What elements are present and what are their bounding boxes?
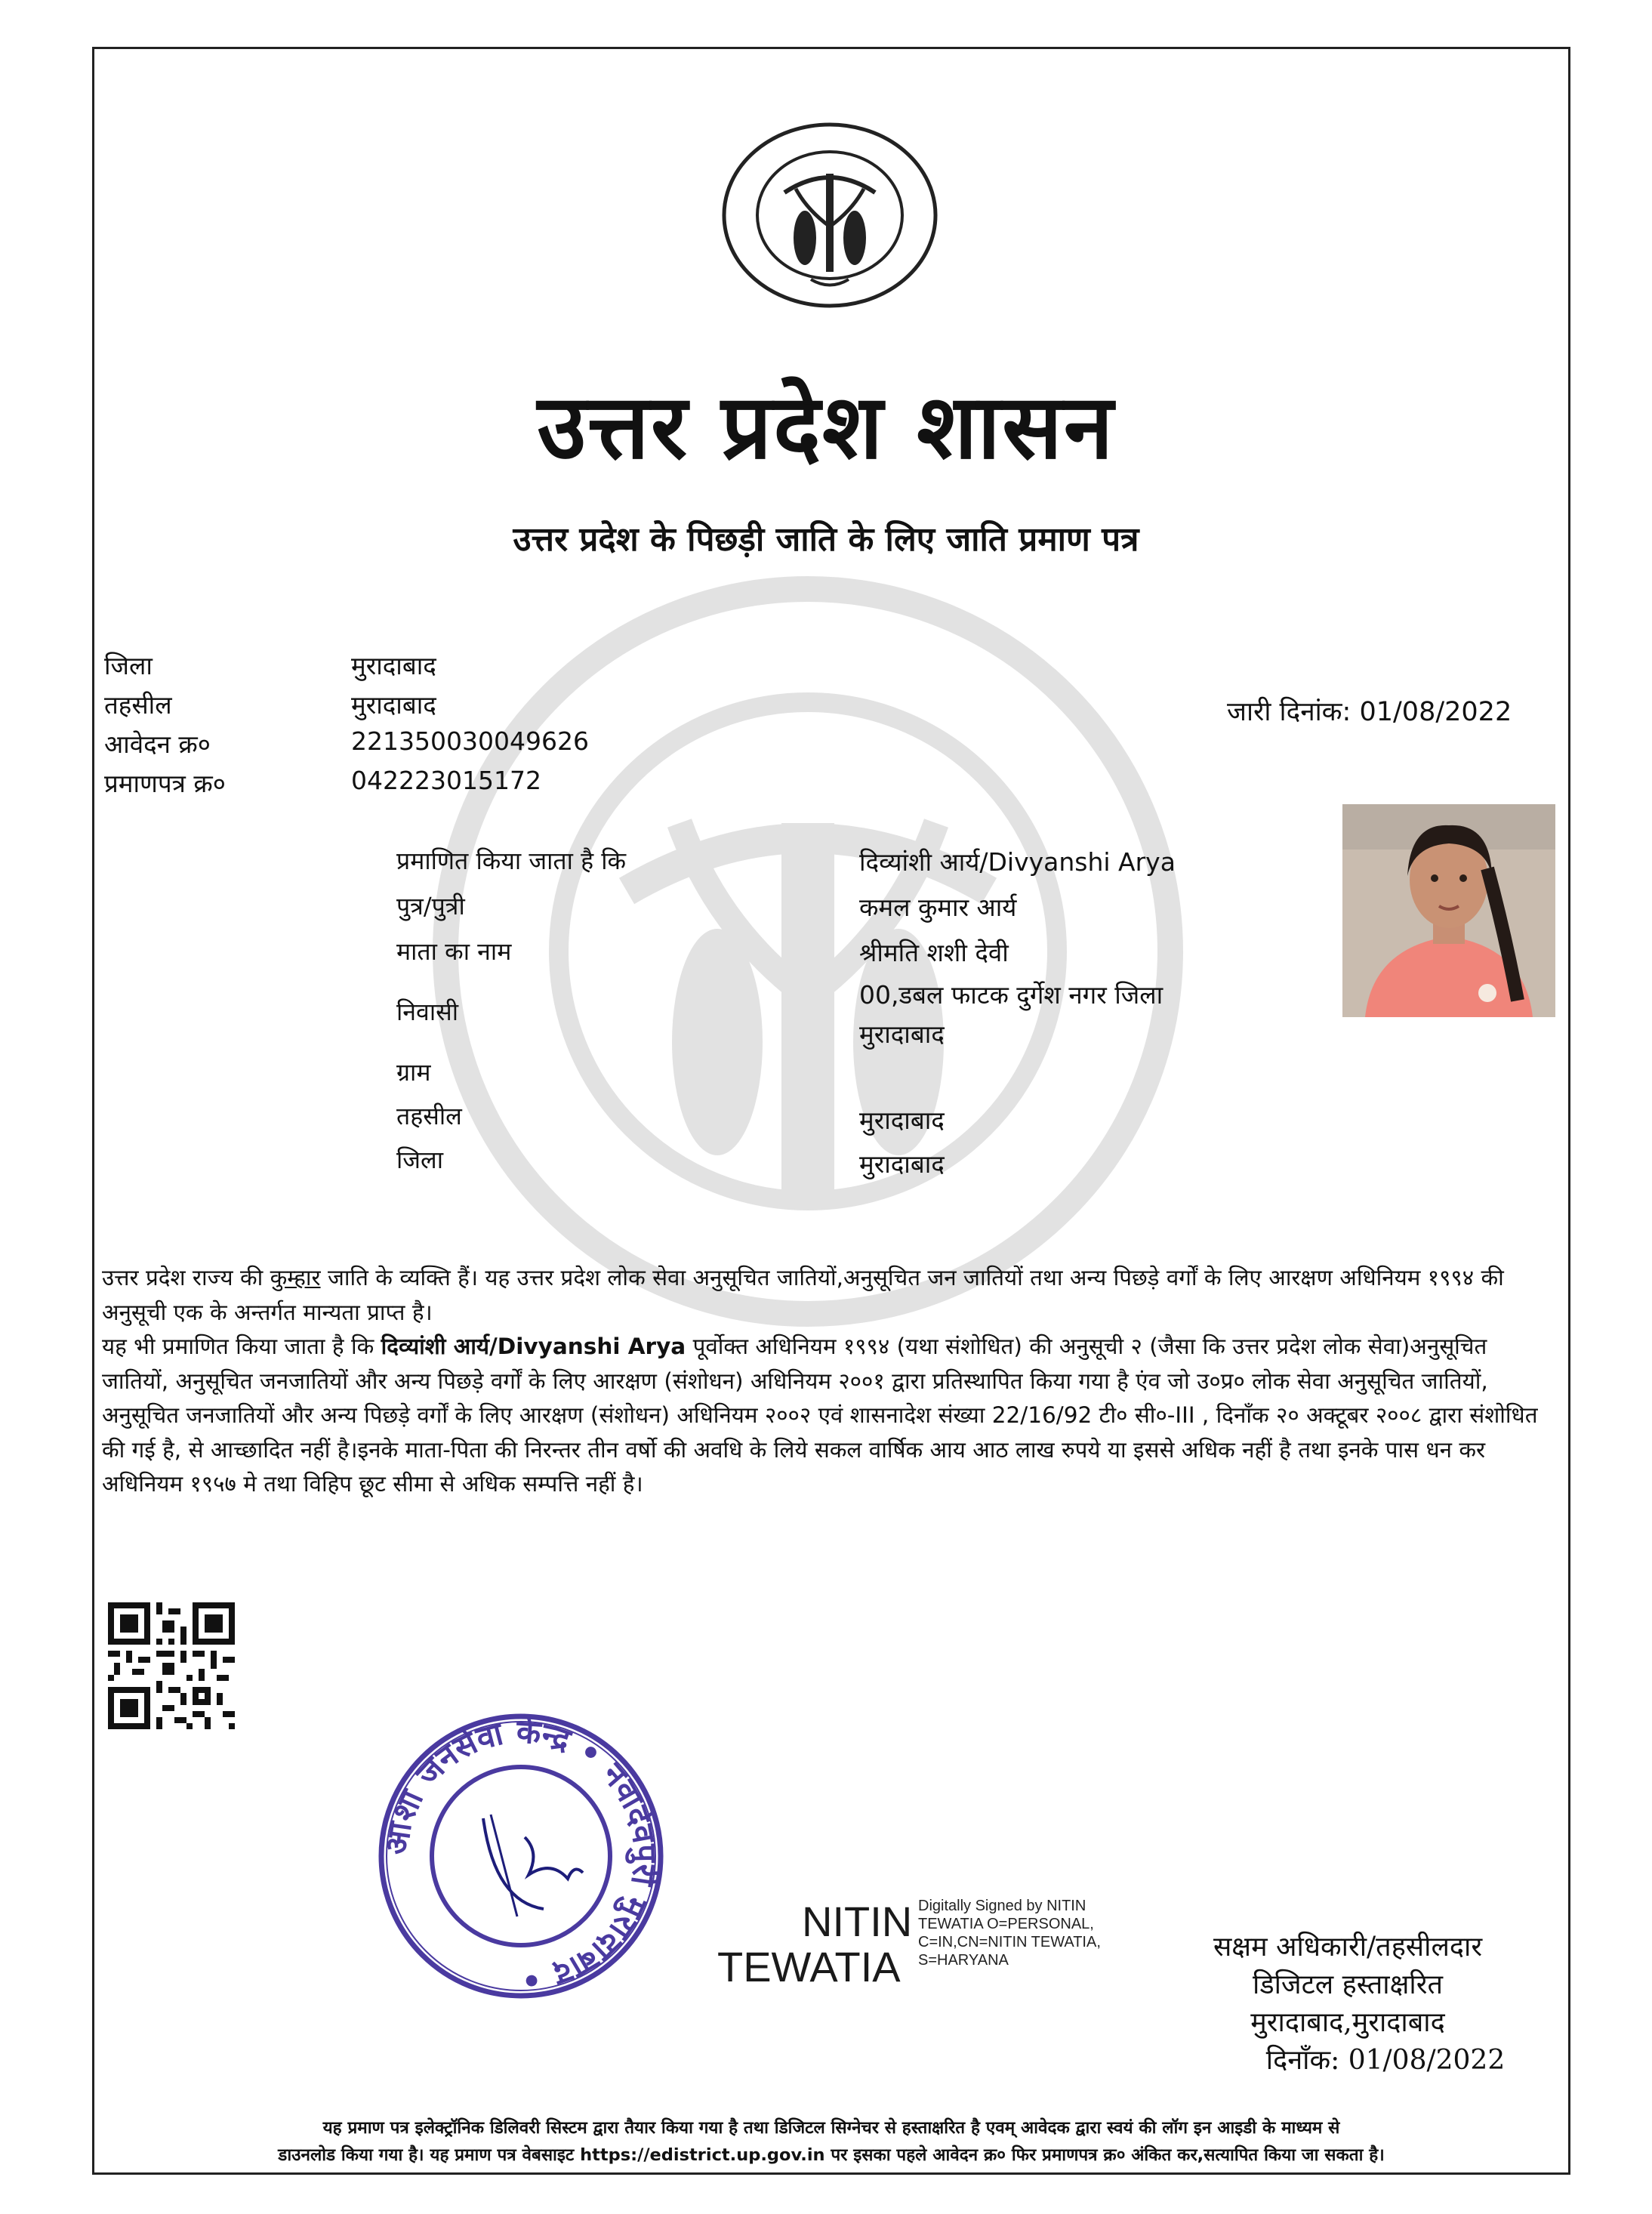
resident-label: निवासी [396, 998, 459, 1026]
caste-name: कुम्हार [270, 1265, 321, 1290]
up-government-emblem-icon [720, 121, 939, 310]
officer-designation: सक्षम अधिकारी/तहसीलदार [1213, 1932, 1483, 1963]
certificate-footer-note [97, 2114, 1566, 2169]
village-label: ग्राम [396, 1058, 431, 1087]
certified-name-value: दिव्यांशी आर्य/Divyanshi Arya [859, 847, 1176, 877]
certificate-number-value: 042223015172 [351, 766, 541, 795]
watermark-emblem [423, 574, 1193, 1329]
application-number-value: 221350030049626 [351, 726, 589, 756]
resident-address-line2: मुरादाबाद [859, 1019, 945, 1049]
body-paragraph-2 [102, 1330, 1548, 1502]
issue-date: जारी दिनांक: 01/08/2022 [1227, 697, 1512, 727]
tehsil-field-value: मुरादाबाद [859, 1105, 945, 1135]
mother-name-value: श्रीमति शशी देवी [859, 938, 1009, 967]
officer-location: मुरादाबाद,मुरादाबाद [1250, 2007, 1445, 2038]
district-field-value: मुरादाबाद [859, 1149, 945, 1179]
footer-line-1: यह प्रमाण पत्र इलेक्ट्रॉनिक डिलिवरी सिस्टम द्वारा तैयार किया गया है तथा डिजिटल सिग्नेचर से हस्ताक्षरित है एवम् आवेदक द्वारा स्वयं की लॉग इन आइडी के माध्यम से [322, 2118, 1340, 2138]
body-paragraph-1 [102, 1261, 1548, 1330]
digital-signature-line: TEWATIA O=PERSONAL, [918, 1916, 1094, 1932]
digital-signature-line: C=IN,CN=NITIN TEWATIA, [918, 1934, 1101, 1950]
father-name-value: कमल कुमार आर्य [859, 893, 1017, 922]
child-of-label: पुत्र/पुत्री [396, 892, 465, 920]
district-label: जिला [104, 651, 153, 680]
digital-signature-line: S=HARYANA [918, 1952, 1009, 1969]
stamp-text: आशा जनसेवा केन्द्र • नवादेवपुरी मुरादाबाद • [377, 1713, 664, 2000]
body-p1-prefix: उत्तर प्रदेश राज्य की [102, 1265, 270, 1290]
certificate-body [102, 1261, 1548, 1502]
body-p2-suffix: पूर्वोक्त अधिनियम १९९४ (यथा संशोधित) की अनुसूची २ (जैसा कि उत्तर प्रदेश लोक सेवा)अनुसूचित जातियों, अनुसूचित जनजातियों और अन्य पिछड़े वर्गों के लिए आरक्षण (संशोधन) अधिनियम २००१ द्वारा प्रतिस्थापित किया गया है एंव जो उ०प्र० लोक सेवा अनुसूचित जातियों, अनुसूचित जनजातियों और अन्य पिछड़े वर्गों के लिए आरक्षण (संशोधन) अधिनियम २००२ एवं शासनादेश संख्या 22/16/92 टी० सी०-III , दिनाँक २० अक्टूबर २००८ द्वारा संशोधित की गई है, से आच्छादित नहीं है।इनके माता-पिता की निरन्तर तीन वर्षो की अवधि के लिये सकल वार्षिक आय आठ लाख रुपये या इससे अधिक नहीं है तथा इनके पास धन कर अधिनियम १९५७ मे तथा विहिप छूट सीमा से अधिक सम्पत्ति नहीं है। [102, 1334, 1538, 1497]
jansewa-kendra-stamp [370, 1705, 672, 2007]
page-title: उत्तर प्रदेश शासन [537, 374, 1115, 479]
footer-line-2: डाउनलोड किया गया है। यह प्रमाण पत्र वेबसाइट https://edistrict.up.gov.in पर इसका पहले आवेदन क्र० फिर प्रमाणपत्र क्र० अंकित कर,सत्यापित किया जा सकता है। [278, 2145, 1385, 2165]
district-field-label: जिला [396, 1146, 444, 1174]
certified-label: प्रमाणित किया जाता है कि [396, 846, 627, 875]
application-number-label: आवेदन क्र० [104, 729, 211, 759]
body-p2-prefix: यह भी प्रमाणित किया जाता है कि [102, 1334, 381, 1359]
tehsil-value: मुरादाबाद [351, 690, 436, 720]
person-photo-icon [1342, 804, 1555, 1017]
certificate-subtitle: उत्तर प्रदेश के पिछड़ी जाति के लिए जाति प्रमाण पत्र [513, 520, 1139, 559]
qr-code-icon [108, 1602, 235, 1729]
tehsil-label: तहसील [104, 690, 172, 720]
tehsil-field-label: तहसील [396, 1102, 462, 1130]
body-p1-suffix: जाति के व्यक्ति हैं। यह उत्तर प्रदेश लोक सेवा अनुसूचित जातियों,अनुसूचित जन जातियों तथा अन्य पिछड़े वर्गों के लिए आरक्षण अधिनियम १९९४ की अनुसूची एक के अन्तर्गत मान्यता प्राप्त है। [102, 1265, 1504, 1325]
applicant-photo [1342, 804, 1555, 1017]
certificate-number-label: प्रमाणपत्र क्र० [104, 769, 226, 798]
digital-signature-details [918, 1897, 1137, 1969]
signature-date: दिनाँक: 01/08/2022 [1265, 2045, 1506, 2076]
resident-address-line1: 00,डबल फाटक दुर्गेश नगर जिला [859, 980, 1163, 1010]
applicant-name-inline: दिव्यांशी आर्य/Divyanshi Arya [381, 1334, 686, 1359]
digital-signature-line: Digitally Signed by NITIN [918, 1898, 1086, 1914]
digitally-signed-label: डिजिटल हस्ताक्षरित [1253, 1969, 1443, 2000]
district-value: मुरादाबाद [351, 651, 436, 680]
mother-name-label: माता का नाम [396, 937, 512, 966]
signer-name-line1: NITIN [802, 1898, 913, 1945]
signer-name-line2: TEWATIA [717, 1943, 901, 1990]
